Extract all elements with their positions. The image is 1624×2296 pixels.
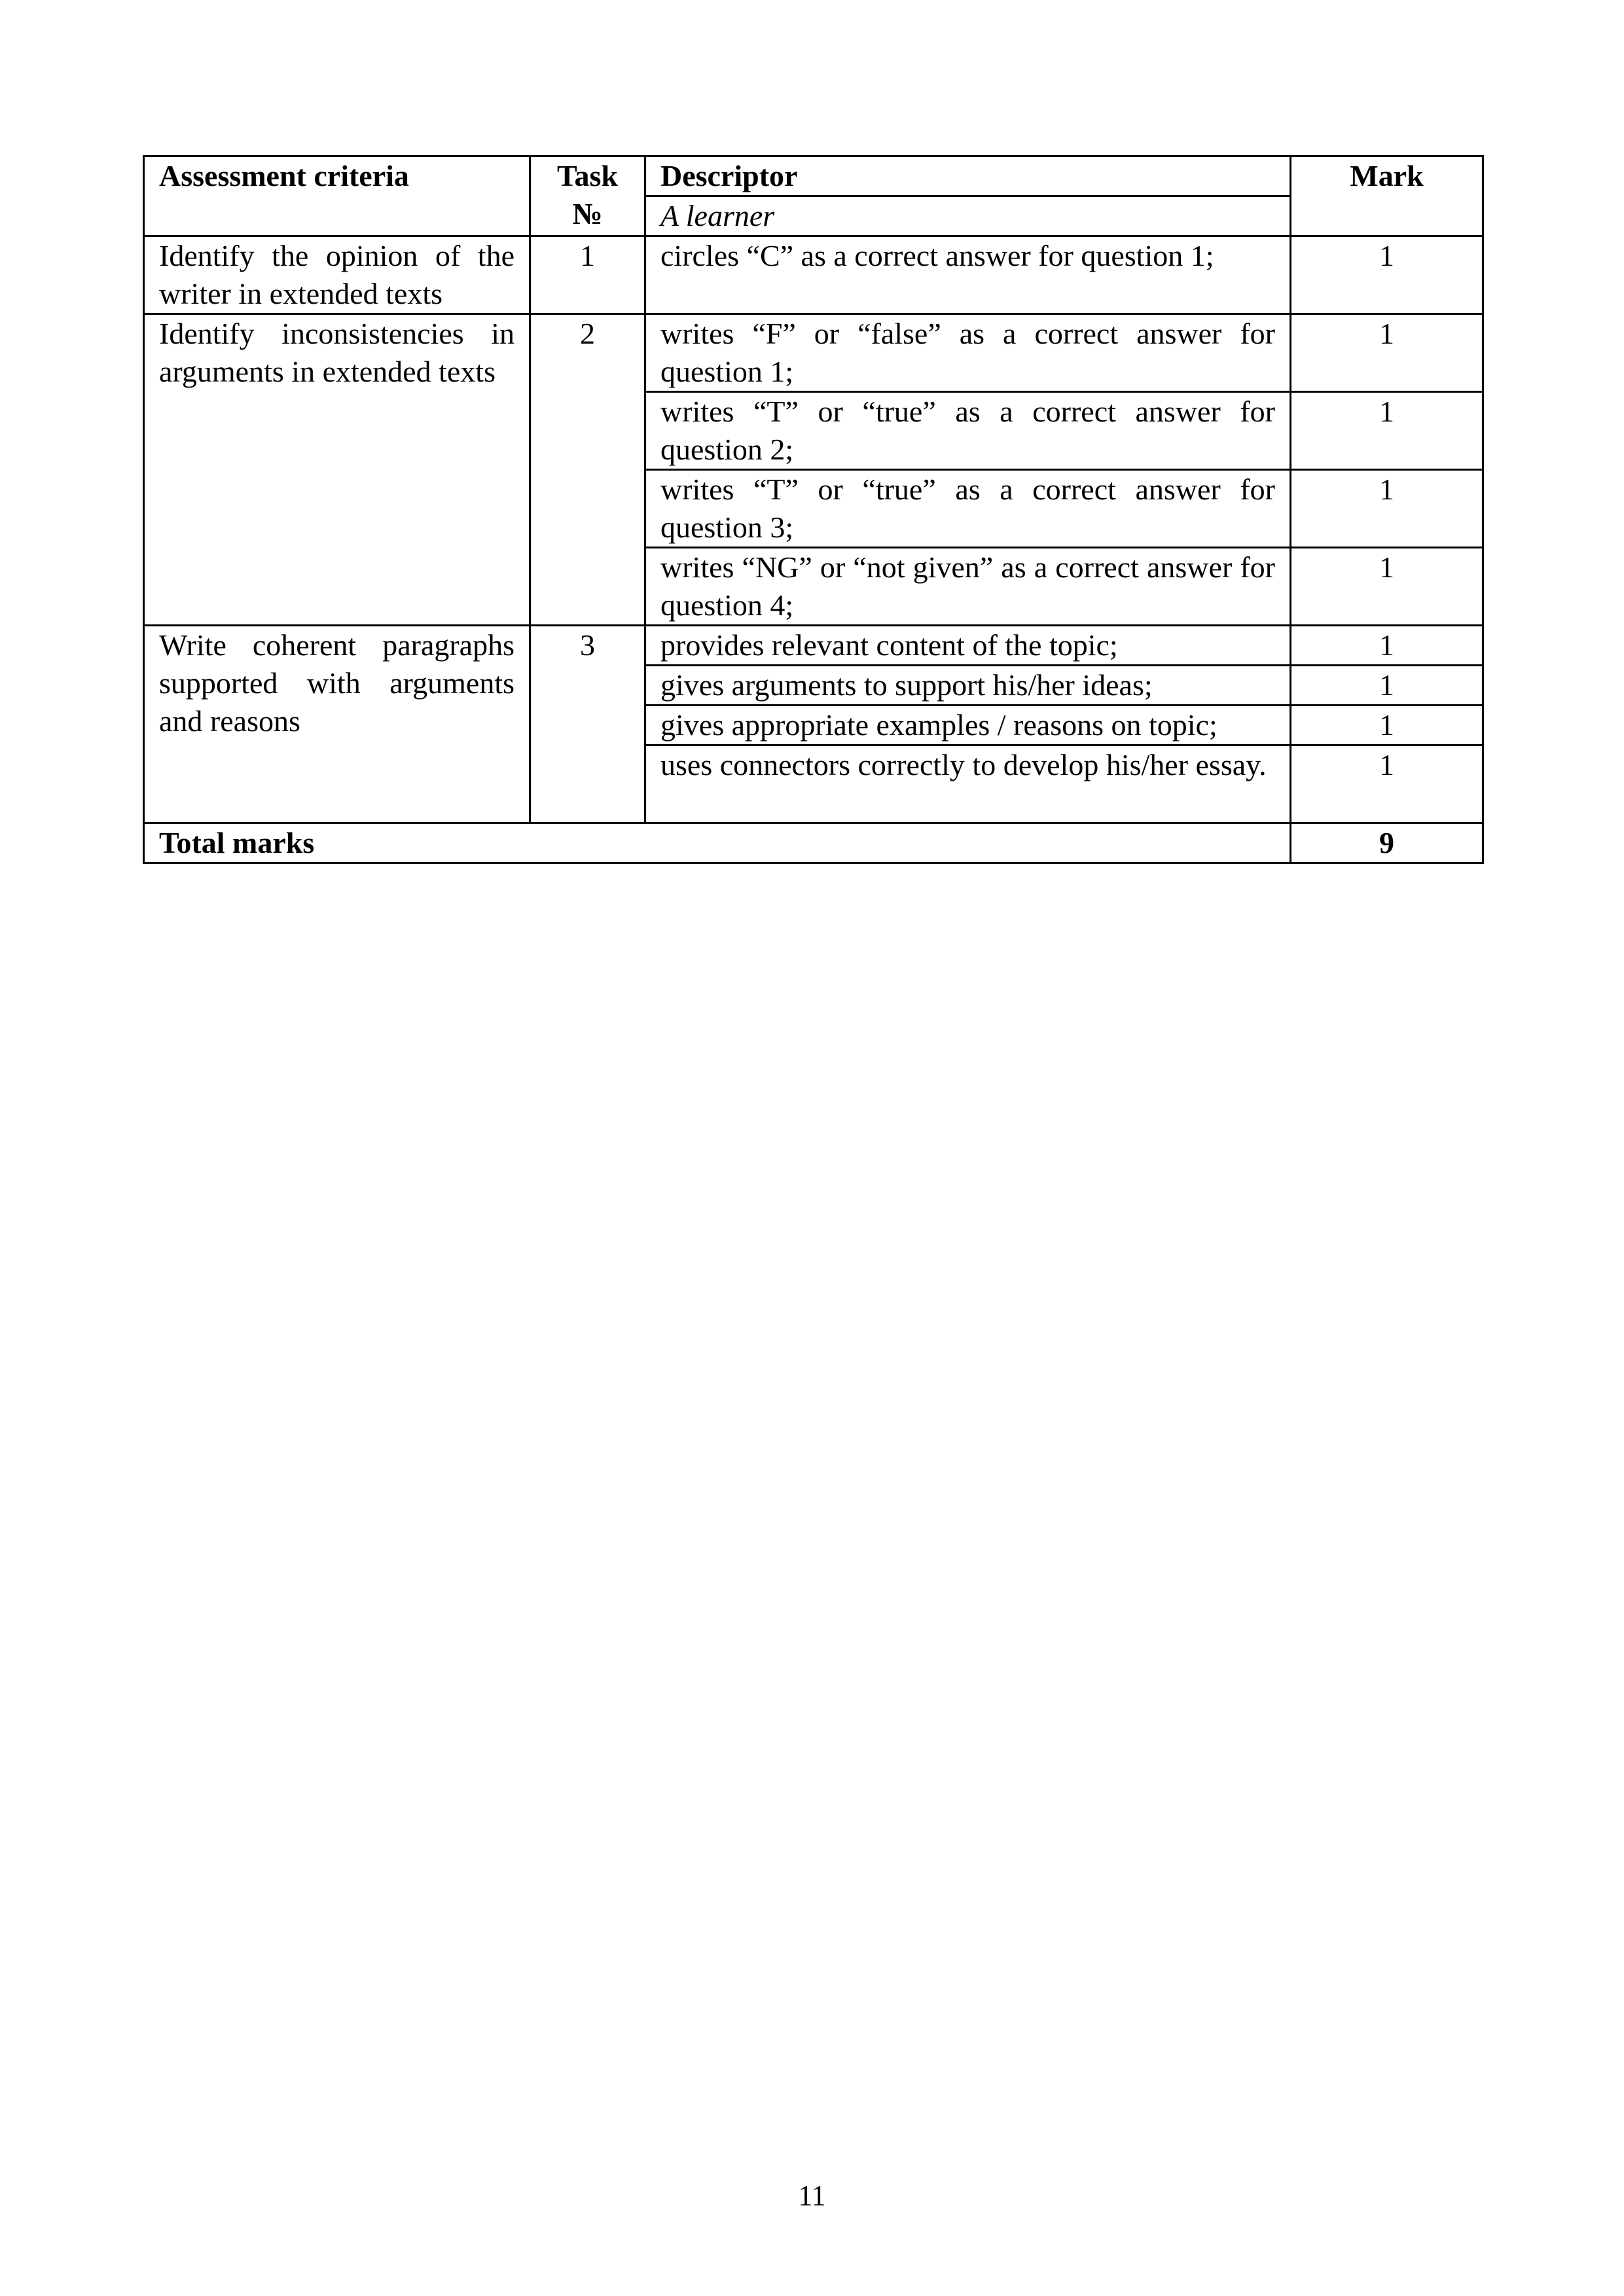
header-mark [1291,156,1483,236]
assessment-table [143,155,1484,864]
descriptor-cell: uses connectors correctly to develop his/her essay. [645,745,1291,823]
descriptor-cell: writes “F” or “false” as a correct answer for question 1; [645,314,1291,392]
total-marks-label: Total marks [144,823,1291,863]
task-number-cell: 1 [530,236,645,314]
header-descriptor-sub [645,196,1291,236]
header-descriptor-sub-label: A learner [660,199,775,232]
task-number-cell: 2 [530,314,645,626]
descriptor-cell: gives arguments to support his/her ideas; [645,666,1291,706]
mark-cell: 1 [1291,236,1483,314]
page-number: 11 [798,2179,826,2212]
criteria-cell: Identify the opinion of the writer in extended texts [144,236,530,314]
header-assessment-criteria [144,156,530,236]
mark-cell: 1 [1291,666,1483,706]
criteria-cell: Write coherent paragraphs supported with arguments and reasons [144,626,530,823]
mark-cell: 1 [1291,706,1483,745]
mark-cell: 1 [1291,745,1483,823]
header-descriptor [645,156,1291,196]
mark-cell: 1 [1291,392,1483,470]
header-task-number-symbol: № [572,197,603,230]
header-task [530,156,645,236]
mark-cell: 1 [1291,626,1483,666]
header-row [144,156,1483,196]
table-row [144,626,1483,666]
total-row [144,823,1483,863]
table-row [144,236,1483,314]
header-criteria-label: Assessment criteria [159,159,409,192]
mark-cell: 1 [1291,548,1483,626]
header-task-label: Task [557,159,618,192]
mark-cell: 1 [1291,470,1483,548]
descriptor-cell: provides relevant content of the topic; [645,626,1291,666]
criteria-cell: Identify inconsistencies in arguments in extended texts [144,314,530,626]
header-mark-label: Mark [1350,159,1424,192]
task-number-cell: 3 [530,626,645,823]
table-row [144,314,1483,392]
total-marks-value: 9 [1291,823,1483,863]
descriptor-cell: gives appropriate examples / reasons on topic; [645,706,1291,745]
mark-cell: 1 [1291,314,1483,392]
descriptor-cell: circles “C” as a correct answer for question 1; [645,236,1291,314]
descriptor-cell: writes “T” or “true” as a correct answer for question 2; [645,392,1291,470]
header-descriptor-label: Descriptor [660,159,798,192]
descriptor-cell: writes “T” or “true” as a correct answer for question 3; [645,470,1291,548]
descriptor-cell: writes “NG” or “not given” as a correct answer for question 4; [645,548,1291,626]
